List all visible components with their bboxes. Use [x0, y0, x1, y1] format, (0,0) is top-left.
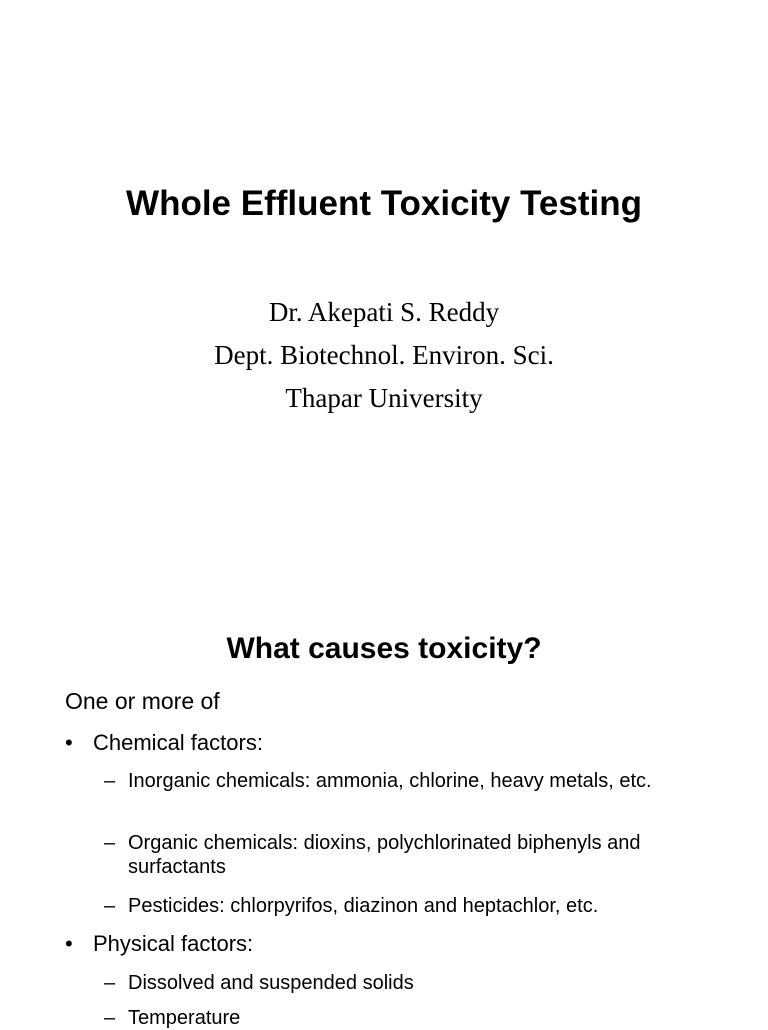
sub-item-text: Inorganic chemicals: ammonia, chlorine, heavy metals, etc. [128, 770, 652, 792]
department-name: Dept. Biotechnol. Environ. Sci. [214, 340, 554, 370]
sub-item-pesticides [104, 894, 724, 918]
bullet-icon: • [65, 931, 73, 956]
slide-title: Whole Effluent Toxicity Testing [126, 184, 642, 223]
bullet-physical-factors [65, 930, 253, 958]
institution-name: Thapar University [285, 383, 483, 413]
sub-item-text: Organic chemicals: dioxins, polychlorinated biphenyls and surfactants [128, 832, 641, 878]
intro-text: One or more of [65, 688, 220, 714]
section-heading: What causes toxicity? [226, 632, 542, 665]
bullet-icon: • [65, 730, 73, 755]
sub-item-text: Dissolved and suspended solids [128, 972, 414, 994]
sub-item-dissolved-solids [104, 971, 724, 995]
dash-icon: – [104, 832, 116, 854]
sub-item-organic-chemicals [104, 831, 724, 879]
dash-icon: – [104, 972, 116, 994]
bullet-label: Physical factors: [93, 931, 254, 956]
sub-item-text: Temperature [128, 1007, 241, 1029]
author-name: Dr. Akepati S. Reddy [268, 297, 500, 327]
sub-item-temperature [104, 1006, 724, 1030]
dash-icon: – [104, 895, 116, 917]
dash-icon: – [104, 1007, 116, 1029]
dash-icon: – [104, 770, 116, 792]
sub-item-text: Pesticides: chlorpyrifos, diazinon and heptachlor, etc. [128, 895, 599, 917]
sub-item-inorganic-chemicals [104, 769, 724, 793]
bullet-chemical-factors [65, 729, 263, 757]
bullet-label: Chemical factors: [93, 730, 263, 755]
